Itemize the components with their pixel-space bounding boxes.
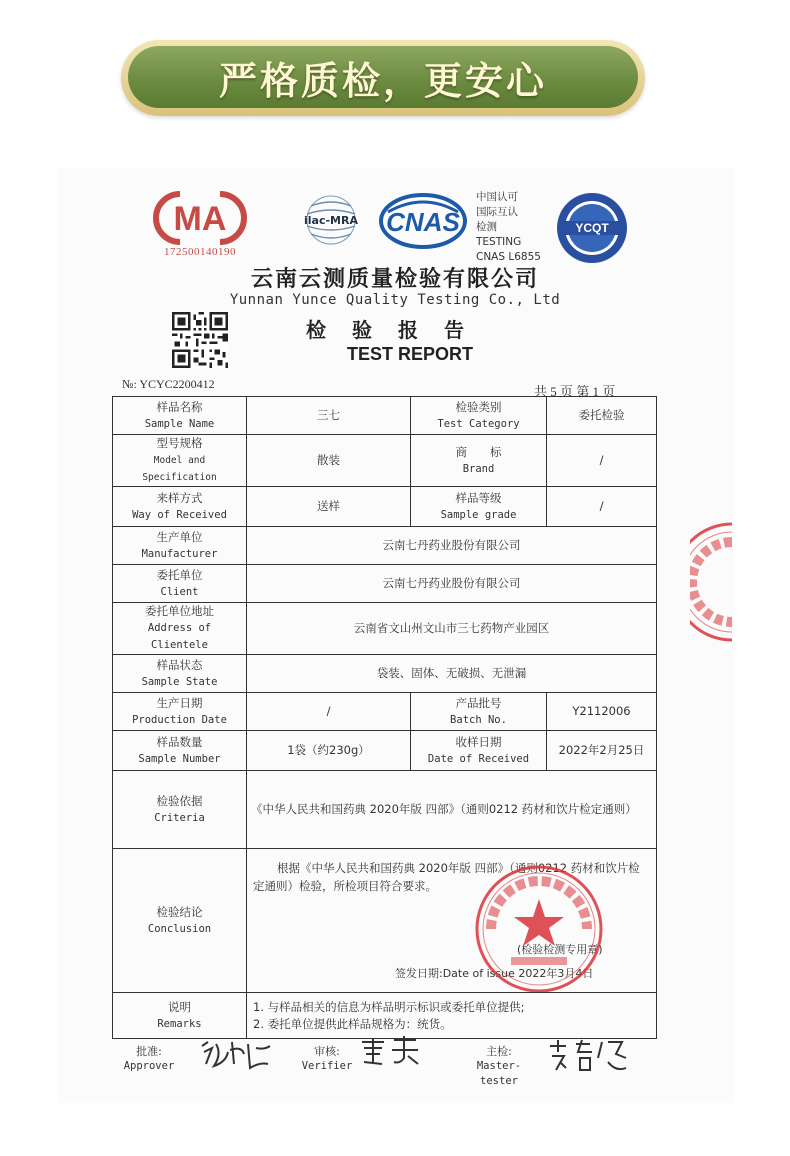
label-cell [113, 771, 247, 849]
manufacturer-value: 云南七丹药业股份有限公司 [247, 527, 657, 565]
label-cn: 审核: [314, 1045, 340, 1058]
cnas-accreditation-text [476, 190, 541, 265]
cnas-line: TESTING [476, 236, 522, 248]
cnas-line: CNAS L6855 [476, 251, 541, 263]
approver-label [122, 1044, 176, 1074]
label-cn: 来样方式 [156, 490, 203, 505]
label-en: Sample grade [440, 508, 517, 521]
label-cell [113, 527, 247, 565]
report-title-cn: 检验报告 [306, 318, 490, 342]
brand-value: / [547, 435, 657, 487]
label-cn: 主检: [486, 1045, 512, 1058]
conclusion-value: 根据《中华人民共和国药典 2020年版 四部》（通则0212 药材和饮片检定通则）检验，所检项目符合要求。 [253, 861, 640, 893]
sample-state-value: 袋装、固体、无破损、无泄漏 [247, 655, 657, 693]
label-cn: 委托单位地址 [145, 604, 214, 618]
table-row [113, 397, 657, 435]
label-en: Batch No. [450, 713, 507, 726]
label-cell [113, 487, 247, 527]
received-way-value: 送样 [247, 487, 411, 527]
approver-signature [198, 1034, 278, 1074]
sample-number-value: 1袋（约230g） [247, 731, 411, 771]
table-row [113, 849, 657, 993]
cma-number: 172500140190 [164, 246, 236, 258]
report-title-en: TEST REPORT [346, 344, 473, 364]
qr-code [172, 312, 228, 368]
table-row [113, 527, 657, 565]
report-table [112, 396, 657, 1039]
conclusion-cell [247, 849, 657, 993]
label-cn: 型号规格 [156, 436, 203, 450]
label-cell [411, 397, 547, 435]
label-cell [113, 603, 247, 655]
banner [121, 40, 645, 116]
label-cell [113, 435, 247, 487]
label-cn: 生产单位 [156, 529, 203, 544]
cnas-line: 中国认可 [476, 191, 518, 203]
cnas-line: 国际互认 [476, 206, 518, 218]
table-row [113, 603, 657, 655]
label-en: Date of Received [427, 752, 530, 765]
label-cn: 样品数量 [156, 734, 203, 749]
label-cell [113, 693, 247, 731]
banner-title: 严格质检，更安心 [218, 57, 547, 103]
table-row [113, 731, 657, 771]
label-cell [113, 655, 247, 693]
production-date-value: / [247, 693, 411, 731]
label-cn: 样品名称 [156, 399, 203, 414]
label-en: Sample State [141, 675, 218, 688]
issue-date: 签发日期:Date of issue 2022年3月4日 [395, 967, 594, 980]
master-tester-label [458, 1044, 540, 1089]
cma-logo [150, 188, 250, 246]
test-category-value: 委托检验 [547, 397, 657, 435]
remarks-value [247, 993, 657, 1039]
table-row [113, 771, 657, 849]
label-en: Model and Specification [142, 455, 217, 483]
label-cn: 产品批号 [455, 695, 502, 710]
label-en: Way of Received [132, 508, 227, 521]
label-cell [411, 731, 547, 771]
ilac-text: ilac-MRA [304, 214, 358, 227]
label-cell [113, 849, 247, 993]
label-en: Master-tester [476, 1060, 522, 1087]
label-en: Manufacturer [141, 547, 218, 560]
label-en: Brand [462, 462, 495, 475]
sample-grade-value: / [547, 487, 657, 527]
client-value: 云南七丹药业股份有限公司 [247, 565, 657, 603]
label-cell [113, 565, 247, 603]
label-en: Verifier [301, 1060, 353, 1072]
stamp-label: (检验检测专用章) [517, 943, 603, 956]
label-cell [411, 487, 547, 527]
table-row [113, 655, 657, 693]
batch-no-value: Y2112006 [547, 693, 657, 731]
label-cn: 检验类别 [455, 399, 502, 414]
label-cn: 委托单位 [156, 567, 203, 582]
label-cn: 样品等级 [455, 490, 502, 505]
label-en: Address of Clientele [147, 622, 212, 651]
table-row [113, 693, 657, 731]
label-cn: 样品状态 [156, 657, 203, 672]
table-row [113, 435, 657, 487]
label-en: Test Category [437, 417, 520, 430]
label-cn: 批准: [136, 1045, 162, 1058]
label-en: Conclusion [147, 922, 212, 935]
label-en: Remarks [157, 1017, 202, 1030]
sample-name-value: 三七 [247, 397, 411, 435]
label-en: Production Date [132, 713, 227, 726]
label-en: Sample Name [144, 417, 215, 430]
label-en: Criteria [154, 811, 205, 824]
cnas-logo [378, 192, 468, 250]
report-number: №: YCYC2200412 [122, 377, 215, 391]
company-name-en: Yunnan Yunce Quality Testing Co., Ltd [229, 292, 561, 308]
label-en: Client [160, 585, 199, 598]
table-row [113, 993, 657, 1039]
page-info: 共 5 页 第 1 页 [534, 384, 616, 399]
model-value: 散装 [247, 435, 411, 487]
label-cn: 生产日期 [156, 695, 203, 710]
label-cn: 商 标 [455, 444, 502, 459]
official-seal [471, 861, 607, 993]
label-cell [411, 693, 547, 731]
label-cell [113, 731, 247, 771]
banner-inner [128, 46, 638, 108]
cnas-text: CNAS [386, 207, 460, 237]
label-cell [113, 397, 247, 435]
verifier-label [300, 1044, 354, 1074]
label-cell [411, 435, 547, 487]
cnas-line: 检测 [476, 221, 497, 233]
received-date-value: 2022年2月25日 [547, 731, 657, 771]
company-name-cn: 云南云测质量检验有限公司 [250, 266, 539, 292]
label-en: Sample Number [138, 752, 221, 765]
label-en: Approver [123, 1060, 175, 1072]
table-row [113, 565, 657, 603]
ycqt-logo [554, 190, 630, 266]
label-cn: 说明 [168, 999, 191, 1014]
label-cn: 检验结论 [156, 904, 203, 919]
label-cell [113, 993, 247, 1039]
table-row [113, 487, 657, 527]
ilac-mra-logo [293, 194, 369, 246]
ycqt-text: YCQT [575, 221, 609, 235]
remarks-line: 1. 与样品相关的信息为样品明示标识或委托单位提供; [253, 999, 525, 1014]
seam-stamp [690, 520, 732, 644]
criteria-value: 《中华人民共和国药典 2020年版 四部》（通则0212 药材和饮片检定通则） [247, 771, 657, 849]
master-tester-signature [546, 1036, 632, 1076]
label-cn: 检验依据 [156, 793, 203, 808]
remarks-line: 2. 委托单位提供此样品规格为：统货。 [253, 1016, 452, 1031]
client-address-value: 云南省文山州文山市三七药物产业园区 [247, 603, 657, 655]
cma-text: MA [173, 200, 227, 238]
label-cn: 收样日期 [455, 734, 502, 749]
verifier-signature [356, 1034, 426, 1070]
